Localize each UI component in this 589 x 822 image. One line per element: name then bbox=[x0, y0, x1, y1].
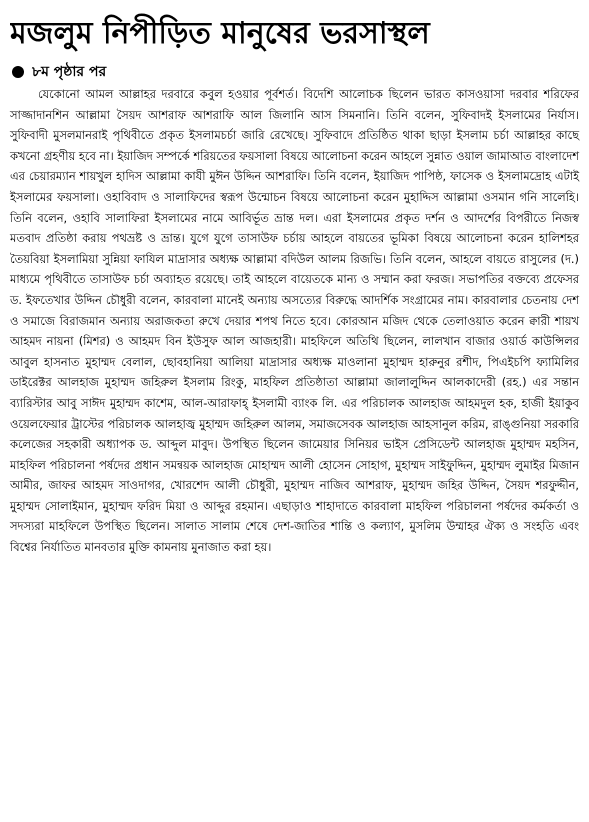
bullet-icon bbox=[12, 66, 24, 78]
continued-from-label: ৮ম পৃষ্ঠার পর bbox=[32, 64, 107, 80]
article-headline: মজলুম নিপীড়িত মানুষের ভরসাস্থল bbox=[10, 16, 430, 51]
article-body: যেকোনো আমল আল্লাহর দরবারে কবুল হওয়ার পূর্বশর্ত। বিদেশি আলোচক ছিলেন ভারত কাসওয়াসা দরবার শরিফের সাজ্জাদানশিন আল্লামা সৈয়দ আশরাফ আশরাফি আল জিলানি আস সিমনানি। তিনি বলেন, সুফিবাদই ইসলামের নির্যাস। সুফিবাদী মুসলমানরাই পৃথিবীতে প্রকৃত ইসলামচর্চা জারি রেখেছে। সুফিবাদে প্রতিষ্ঠিত থাকা ছাড়া ইসলাম চর্চা আল্লাহর কাছে কখনো গ্রহণীয় হবে না। ইয়াজিদ সম্পর্কে শরিয়তের ফয়সালা বিষয়ে আলোচনা করেন আহলে সুন্নাত ওয়াল জামাআত বাংলাদেশ এর চেয়ারম্যান শায়খুল হাদিস আল্লামা কাযী মুঈন উদ্দিন আশরাফি। তিনি বলেন, ইয়াজিদ পাপিষ্ঠ, ফাসেক ও ইসলামদ্রোহ এটাই ইসলামের ফয়সালা। ওহাবিবাদ ও সালাফিদের স্বরূপ উন্মোচন বিষয়ে আলোচনা করেন মুহাদ্দিস আল্লামা ওসমান গনি সালেহি। তিনি বলেন, ওহাবি সালাফিরা ইসলামের নামে আবির্ভূত ভ্রান্ত দল। এরা ইসলামের প্রকৃত দর্শন ও আদর্শের বিপরীতে নিজস্ব মতবাদ প্রতিষ্ঠা করায় পথভ্রষ্ট ও ভ্রান্ত। যুগে যুগে তাসাউফ চর্চায় আহলে বায়তের ভূমিকা বিষয়ে আলোচনা করেন হালিশহর তৈয়বিয়া ইসলামিয়া সুন্নিয়া ফাযিল মাদ্রাসার অধ্যক্ষ আল্লামা বদিউল আলম রিজভি। তিনি বলেন, আহলে বায়তে রাসুলের (দ.) মাধ্যমে পৃথিবীতে তাসাউফ চর্চা অব্যাহত রয়েছে। তাই আহলে বায়েতকে মান্য ও সম্মান করা ফরজ। সভাপতির বক্তব্যে প্রফেসর ড. ইফতেখার উদ্দিন চৌধুরী বলেন, কারবালা মানেই অন্যায় অসত্যের বিরুদ্ধে আদর্শিক সংগ্রামের নাম। কারবালার চেতনায় দেশ ও সমাজে বিরাজমান অন্যায় অরাজকতা রুখে দেয়ার শপথ নিতে হবে। কোরআন মজিদ থেকে তেলাওয়াত করেন ক্বারী শায়খ আহমদ নায়না (মিশর) ও আহমদ বিন ইউসুফ আল আজহারী। মাহফিলে অতিথি ছিলেন, লালখান বাজার ওয়ার্ড কাউন্সিলর আবুল হাসনাত মুহাম্মদ বেলাল, ছোবহানিয়া আলিয়া মাদ্রাসার অধ্যক্ষ মাওলানা মুহাম্মদ হারুনুর রশীদ, পিএইচপি ফ্যামিলির ডাইরেক্টর আলহাজ মুহাম্মদ জহিরুল ইসলাম রিংকু, মাহফিল প্রতিষ্ঠাতা আল্লামা জালালুদ্দিন আলকাদেরী (রহ.) এর সন্তান ব্যারিস্টার আবু সাঈদ মুহাম্মদ কাশেম, আল-আরাফাহ্ ইসলামী ব্যাংক লি. এর পরিচালক আলহাজ আহমদুল হক, হাজী ইয়াকুব ওয়েলফেয়ার ট্রাস্টের পরিচালক আলহাজ্ব মুহাম্মদ জহিরুল আলম, সমাজসেবক আলহাজ আহসানুল করিম, রাঙ্গুনিয়া সরকারি কলেজের সহকারী অধ্যাপক ড. আব্দুল মাবুদ। উপস্থিত ছিলেন জামেয়ার সিনিয়র ভাইস প্রেসিডেন্ট আলহাজ মুহাম্মদ মহসিন, মাহফিল পরিচালনা পর্ষদের প্রধান সমন্বয়ক আলহাজ মোহাম্মদ আলী হোসেন সোহাগ, মুহাম্মদ সাইফুদ্দিন, মুহাম্মদ লুমাইর মিজান আমীর, জাফর আহমদ সাওদাগর, খোরশেদ আলী চৌধুরী, মুহাম্মদ নাজিব আশরাফ, মুহাম্মদ জহির উদ্দিন, সৈয়দ শরফুদ্দীন, মুহাম্মদ সোলাইমান, মুহাম্মদ ফরিদ মিয়া ও আব্দুর রহমান। এছাড়াও শাহাদাতে কারবালা মাহফিল পরিচালনা পর্ষদের কর্মকর্তা ও সদস্যরা মাহফিলে উপস্থিত ছিলেন। সালাত সালাম শেষে দেশ-জাতির শান্তি ও কল্যাণ, মুসলিম উম্মাহর ঐক্য ও সংহতি এবং বিশ্বের নির্যাতিত মানবতার মুক্তি কামনায় মুনাজাত করা হয়। bbox=[10, 87, 579, 555]
continued-from-line bbox=[10, 62, 579, 82]
